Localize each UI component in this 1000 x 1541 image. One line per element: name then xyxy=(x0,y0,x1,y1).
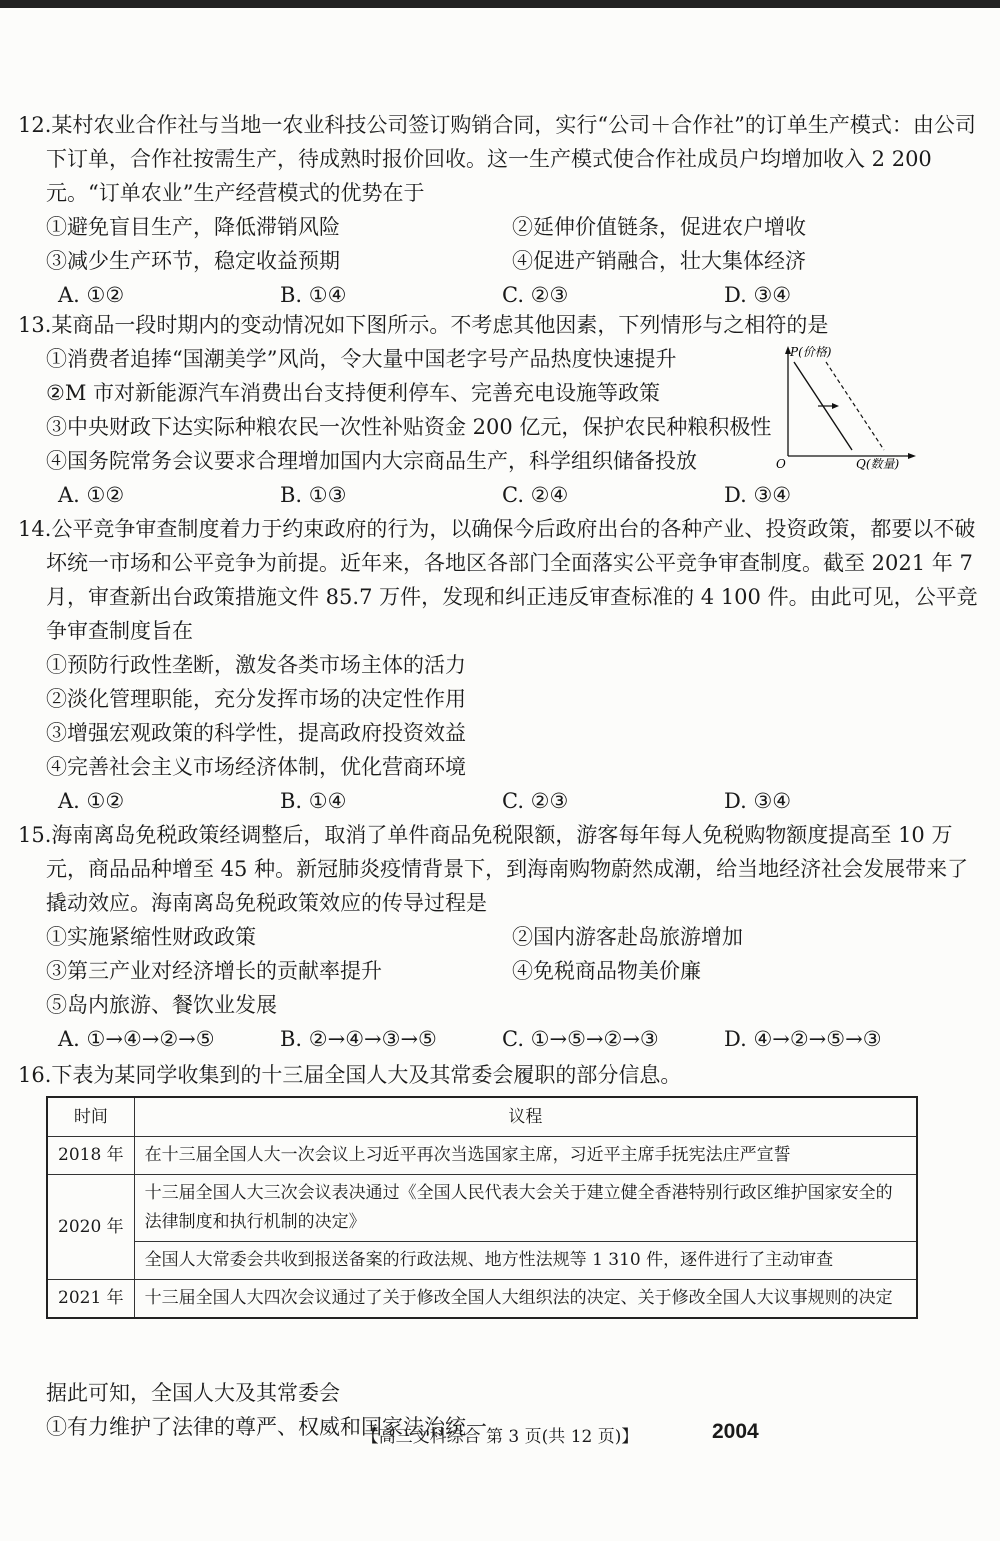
statement-1: ①实施紧缩性财政政策 xyxy=(46,925,256,949)
option-b: B. ①③ xyxy=(280,483,347,507)
statement-1: ①有力维护了法律的尊严、权威和国家法治统一 xyxy=(46,1415,487,1439)
option-a: A. ①② xyxy=(58,483,125,507)
table-row xyxy=(47,1137,917,1175)
table-row xyxy=(47,1242,917,1280)
statement-1: ①避免盲目生产，降低滞销风险 xyxy=(46,215,340,239)
statement-3: ③第三产业对经济增长的贡献率提升 xyxy=(46,959,382,983)
header-agenda: 议程 xyxy=(134,1097,917,1137)
question-stem: 12.某村农业合作社与当地一农业科技公司签订购销合同，实行“公司＋合作社”的订单生产模式：由公司下订单，合作社按需生产，待成熟时报价回收。这一生产模式使合作社成员户均增加收入 2 200 元。“订单农业”生产经营模式的优势在于 xyxy=(18,113,976,205)
option-d: D. ③④ xyxy=(724,483,792,507)
agenda-cell: 在十三届全国人大一次会议上习近平再次当选国家主席，习近平主席手抚宪法庄严宣誓 xyxy=(134,1137,917,1175)
statement-1: ①预防行政性垄断，激发各类市场主体的活力 xyxy=(46,653,466,677)
statement-4: ④国务院常务会议要求合理增加国内大宗商品生产，科学组织储备投放 xyxy=(46,449,697,473)
shift-arrow-head xyxy=(832,403,839,409)
option-a: A. ①→④→②→⑤ xyxy=(58,1027,215,1051)
option-b: B. ①④ xyxy=(280,283,347,307)
x-axis-label: Q(数量) xyxy=(856,457,900,470)
npc-agenda-table xyxy=(46,1096,918,1319)
option-b: B. ②→④→③→⑤ xyxy=(280,1027,437,1051)
statement-4: ④促进产销融合，壮大集体经济 xyxy=(512,249,806,273)
question-14 xyxy=(18,512,978,818)
option-d: D. ③④ xyxy=(724,283,792,307)
page-footer: 【高三文科综合 第 3 页(共 12 页)】 xyxy=(361,1427,639,1447)
option-c: C. ②③ xyxy=(502,789,569,813)
option-a: A. ①② xyxy=(58,789,125,813)
agenda-cell: 十三届全国人大三次会议表决通过《全国人民代表大会关于建立健全香港特别行政区维护国家安全的法律制度和执行机制的决定》 xyxy=(134,1175,917,1242)
option-c: C. ②④ xyxy=(502,483,569,507)
agenda-cell: 十三届全国人大四次会议通过了关于修改全国人大组织法的决定、关于修改全国人大议事规则的决定 xyxy=(134,1280,917,1319)
question-stem: 14.公平竞争审查制度着力于约束政府的行为，以确保今后政府出台的各种产业、投资政策，都要以不破坏统一市场和公平竞争为前提。近年来，各地区各部门全面落实公平竞争审查制度。截至 2021 年 7 月，审查新出台政策措施文件 85.7 万件，发现和纠正违反审查标准的 4 100 件。由此可见，公平竞争审查制度旨在 xyxy=(18,517,978,643)
option-d: D. ③④ xyxy=(724,789,792,813)
statement-4: ④完善社会主义市场经济体制，优化营商环境 xyxy=(46,755,466,779)
statement-2: ②M 市对新能源汽车消费出台支持便利停车、完善充电设施等政策 xyxy=(46,381,661,405)
option-c: C. ①→⑤→②→③ xyxy=(502,1027,659,1051)
table-header-row xyxy=(47,1097,917,1137)
paper-code: 2004 xyxy=(712,1420,759,1443)
statement-3: ③减少生产环节，稳定收益预期 xyxy=(46,249,340,273)
year-cell: 2020 年 xyxy=(47,1175,134,1280)
statement-5: ⑤岛内旅游、餐饮业发展 xyxy=(46,993,277,1017)
year-cell: 2021 年 xyxy=(47,1280,134,1319)
price-quantity-graph xyxy=(768,344,918,470)
statement-1: ①消费者追捧“国潮美学”风尚，令大量中国老字号产品热度快速提升 xyxy=(46,347,677,371)
x-axis-arrow xyxy=(908,453,916,459)
statement-2: ②国内游客赴岛旅游增加 xyxy=(512,925,743,949)
agenda-cell: 全国人大常委会共收到报送备案的行政法规、地方性法规等 1 310 件，逐件进行了主动审查 xyxy=(134,1242,917,1280)
top-border xyxy=(0,0,1000,8)
table-row xyxy=(47,1280,917,1319)
question-15 xyxy=(18,818,978,1056)
statement-3: ③增强宏观政策的科学性，提高政府投资效益 xyxy=(46,721,466,745)
option-a: A. ①② xyxy=(58,283,125,307)
question-16 xyxy=(18,1058,978,1092)
option-d: D. ④→②→⑤→③ xyxy=(724,1027,882,1051)
year-cell: 2018 年 xyxy=(47,1137,134,1175)
followup-stem: 据此可知，全国人大及其常委会 xyxy=(46,1381,340,1405)
statement-4: ④免税商品物美价廉 xyxy=(512,959,701,983)
option-c: C. ②③ xyxy=(502,283,569,307)
statement-3: ③中央财政下达实际种粮农民一次性补贴资金 200 亿元，保护农民种粮积极性 xyxy=(46,415,772,439)
question-stem: 13.某商品一段时期内的变动情况如下图所示。不考虑其他因素，下列情形与之相符的是 xyxy=(18,313,829,337)
y-axis-label: P(价格) xyxy=(790,345,832,359)
statement-2: ②延伸价值链条，促进农户增收 xyxy=(512,215,806,239)
question-stem: 15.海南离岛免税政策经调整后，取消了单件商品免税限额，游客每年每人免税购物额度提高至 10 万元，商品品种增至 45 种。新冠肺炎疫情背景下，到海南购物蔚然成潮，给当地经济社会发展带来了撬动效应。海南离岛免税政策效应的传导过程是 xyxy=(18,823,969,915)
question-12 xyxy=(18,108,978,312)
question-stem: 16.下表为某同学收集到的十三届全国人大及其常委会履职的部分信息。 xyxy=(18,1063,682,1087)
origin-label: O xyxy=(776,457,786,470)
header-time: 时间 xyxy=(47,1097,134,1137)
statement-2: ②淡化管理职能，充分发挥市场的决定性作用 xyxy=(46,687,466,711)
option-b: B. ①④ xyxy=(280,789,347,813)
table-row xyxy=(47,1175,917,1242)
